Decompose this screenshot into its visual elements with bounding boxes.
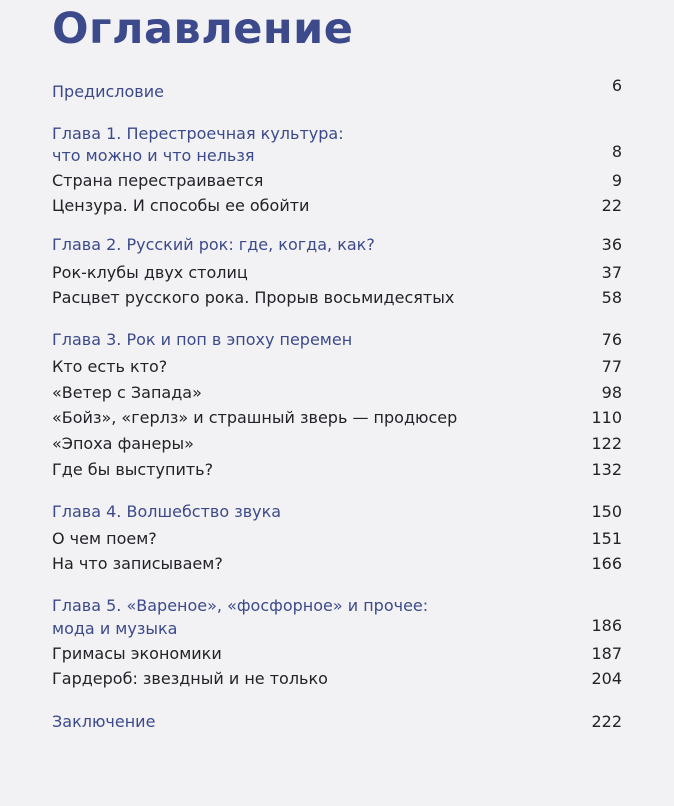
entry-label: Цензура. И способы ее обойти — [52, 196, 310, 215]
entry-page-number: 76 — [601, 330, 622, 349]
toc-entry-preface — [0, 76, 674, 104]
toc-entry-section — [0, 667, 674, 691]
entry-page-number: 166 — [591, 554, 622, 573]
entry-page-number: 204 — [591, 669, 622, 688]
entry-label: О чем поем? — [52, 529, 157, 548]
entry-label: Гримасы экономики — [52, 644, 222, 663]
toc-entry-section — [0, 458, 674, 482]
entry-label: Заключение — [52, 712, 156, 731]
toc-entry-section — [0, 261, 674, 285]
toc-entry-section — [0, 552, 674, 576]
entry-page-number: 36 — [601, 235, 622, 254]
entry-label: На что записываем? — [52, 554, 223, 573]
page-title: Оглавление — [52, 4, 354, 54]
entry-label: Рок-клубы двух столиц — [52, 263, 248, 282]
entry-label: «Ветер с Запада» — [52, 383, 202, 402]
toc-entry-chapter-5 — [0, 594, 674, 638]
toc-entry-section — [0, 406, 674, 430]
entry-label: Где бы выступить? — [52, 460, 214, 479]
entry-label-continuation: что можно и что нельзя — [52, 146, 255, 165]
toc-entry-section — [0, 527, 674, 551]
entry-page-number: 6 — [611, 76, 622, 95]
toc-entry-section — [0, 642, 674, 666]
toc-entry-chapter-2 — [0, 233, 674, 257]
entry-label-continuation: мода и музыка — [52, 619, 178, 638]
entry-page-number: 122 — [591, 434, 622, 453]
entry-label: Расцвет русского рока. Прорыв восьмидесятых — [52, 288, 455, 307]
toc-entry-chapter-4 — [0, 500, 674, 524]
entry-label: Страна перестраивается — [52, 171, 264, 190]
entry-page-number: 222 — [591, 712, 622, 731]
toc-entry-section — [0, 355, 674, 379]
entry-label: Кто есть кто? — [52, 357, 168, 376]
entry-page-number: 151 — [591, 529, 622, 548]
entry-label: Гардероб: звездный и не только — [52, 669, 328, 688]
toc-entry-section — [0, 194, 674, 218]
toc-entry-section — [0, 432, 674, 456]
entry-label: Глава 3. Рок и поп в эпоху перемен — [52, 330, 353, 349]
toc-entry-section — [0, 286, 674, 310]
toc-entry-section — [0, 381, 674, 405]
entry-label: Глава 5. «Вареное», «фосфорное» и прочее: — [52, 596, 429, 615]
entry-label: Глава 1. Перестроечная культура: — [52, 124, 344, 143]
entry-page-number: 77 — [601, 357, 622, 376]
entry-page-number: 132 — [591, 460, 622, 479]
entry-page-number: 58 — [601, 288, 622, 307]
entry-page-number: 186 — [591, 616, 622, 635]
entry-label: Глава 4. Волшебство звука — [52, 502, 282, 521]
entry-page-number: 110 — [591, 408, 622, 427]
toc-entry-chapter-3 — [0, 328, 674, 352]
entry-page-number: 9 — [611, 171, 622, 190]
entry-page-number: 187 — [591, 644, 622, 663]
entry-page-number: 8 — [611, 142, 622, 161]
entry-label: Предисловие — [52, 82, 164, 101]
entry-page-number: 22 — [601, 196, 622, 215]
entry-page-number: 98 — [601, 383, 622, 402]
entry-label: Глава 2. Русский рок: где, когда, как? — [52, 235, 375, 254]
entry-page-number: 150 — [591, 502, 622, 521]
toc-entry-chapter-1 — [0, 122, 674, 165]
entry-label: «Бойз», «герлз» и страшный зверь — продюсер — [52, 408, 458, 427]
toc-entry-section — [0, 169, 674, 193]
toc-entry-conclusion — [0, 710, 674, 734]
entry-label: «Эпоха фанеры» — [52, 434, 194, 453]
entry-page-number: 37 — [601, 263, 622, 282]
